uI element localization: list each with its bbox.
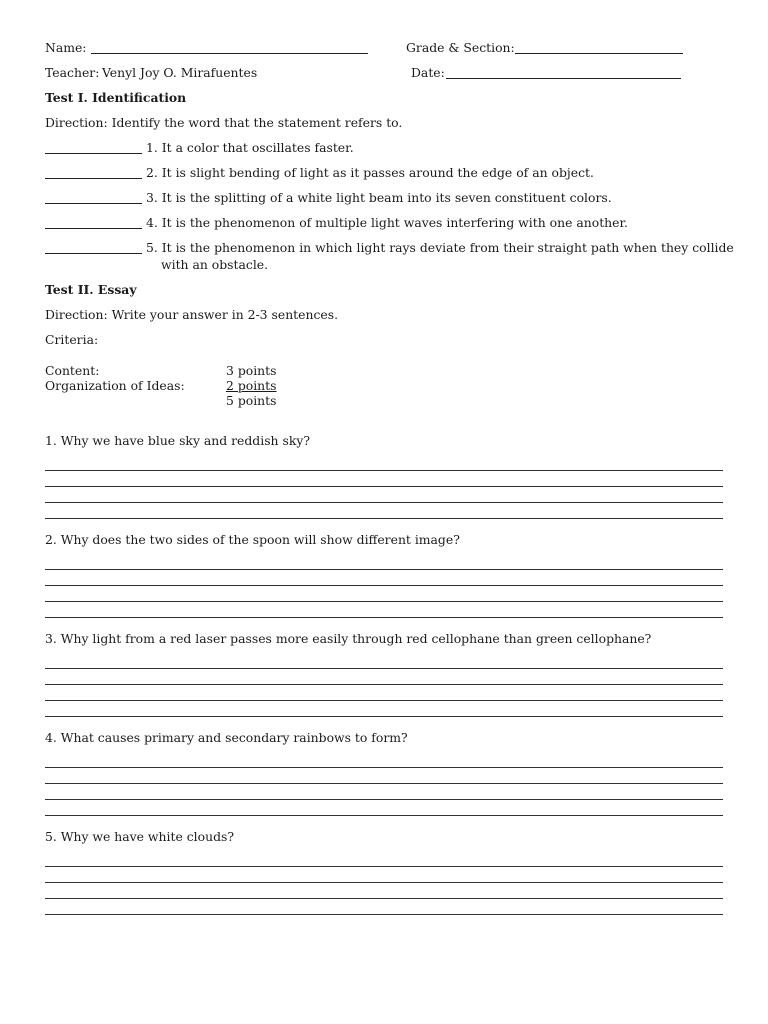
essay-answer-line[interactable]: [45, 502, 723, 503]
teacher-name: Venyl Joy O. Mirafuentes: [102, 65, 258, 80]
criteria-organization-label: Organization of Ideas:: [45, 378, 185, 393]
essay-question-3: 3. Why light from a red laser passes more easily through red cellophane than green cellophane?: [45, 631, 652, 646]
answer-blank-1[interactable]: [45, 153, 142, 154]
criteria-total-points: 5 points: [226, 393, 277, 408]
essay-answer-line[interactable]: [45, 617, 723, 618]
essay-answer-line[interactable]: [45, 767, 723, 768]
criteria-content-points: 3 points: [226, 363, 277, 378]
teacher-label: Teacher:: [45, 65, 100, 80]
identification-item-5: 5. It is the phenomenon in which light rays deviate from their straight path when they collide: [146, 240, 734, 255]
essay-answer-line[interactable]: [45, 799, 723, 800]
date-label: Date:: [411, 65, 445, 80]
essay-answer-line[interactable]: [45, 585, 723, 586]
essay-question-4: 4. What causes primary and secondary rainbows to form?: [45, 730, 408, 745]
criteria-label: Criteria:: [45, 332, 99, 347]
test2-title: Test II. Essay: [45, 282, 137, 297]
essay-answer-line[interactable]: [45, 486, 723, 487]
essay-answer-line[interactable]: [45, 866, 723, 867]
criteria-organization-points: 2 points: [226, 378, 277, 393]
essay-answer-line[interactable]: [45, 601, 723, 602]
identification-item-2: 2. It is slight bending of light as it passes around the edge of an object.: [146, 165, 594, 180]
essay-answer-line[interactable]: [45, 684, 723, 685]
essay-answer-line[interactable]: [45, 914, 723, 915]
grade-section-label: Grade & Section:: [406, 40, 515, 55]
essay-question-2: 2. Why does the two sides of the spoon will show different image?: [45, 532, 460, 547]
essay-answer-line[interactable]: [45, 898, 723, 899]
essay-answer-line[interactable]: [45, 668, 723, 669]
answer-blank-4[interactable]: [45, 228, 142, 229]
answer-blank-3[interactable]: [45, 203, 142, 204]
test1-direction: Direction: Identify the word that the statement refers to.: [45, 115, 403, 130]
essay-answer-line[interactable]: [45, 815, 723, 816]
essay-answer-line[interactable]: [45, 716, 723, 717]
date-blank[interactable]: [446, 78, 681, 79]
essay-answer-line[interactable]: [45, 783, 723, 784]
essay-question-5: 5. Why we have white clouds?: [45, 829, 235, 844]
answer-blank-2[interactable]: [45, 178, 142, 179]
essay-answer-line[interactable]: [45, 569, 723, 570]
essay-answer-line[interactable]: [45, 518, 723, 519]
essay-question-1: 1. Why we have blue sky and reddish sky?: [45, 433, 310, 448]
name-blank[interactable]: [91, 53, 368, 54]
identification-item-4: 4. It is the phenomenon of multiple light waves interfering with one another.: [146, 215, 628, 230]
test1-title: Test I. Identification: [45, 90, 187, 105]
name-label: Name:: [45, 40, 87, 55]
answer-blank-5[interactable]: [45, 253, 142, 254]
essay-answer-line[interactable]: [45, 882, 723, 883]
grade-section-blank[interactable]: [515, 53, 683, 54]
identification-item-3: 3. It is the splitting of a white light beam into its seven constituent colors.: [146, 190, 612, 205]
criteria-content-label: Content:: [45, 363, 100, 378]
essay-answer-line[interactable]: [45, 700, 723, 701]
identification-item-1: 1. It a color that oscillates faster.: [146, 140, 354, 155]
identification-item-5-cont: with an obstacle.: [161, 257, 269, 272]
essay-answer-line[interactable]: [45, 470, 723, 471]
test2-direction: Direction: Write your answer in 2-3 sentences.: [45, 307, 339, 322]
